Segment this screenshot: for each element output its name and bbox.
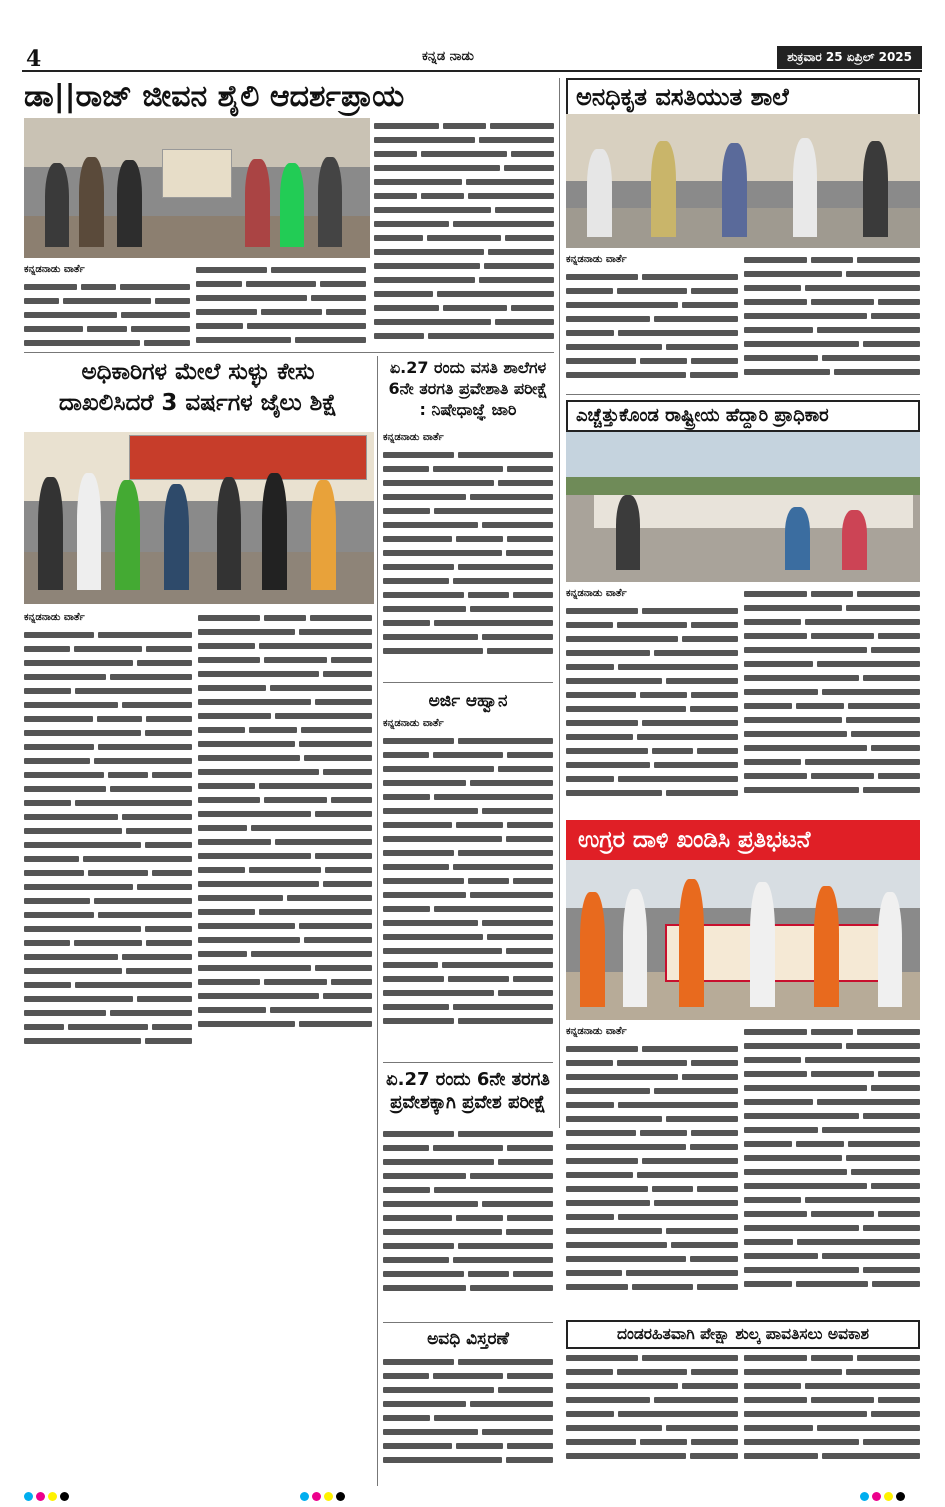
cyan-dot [860, 1492, 869, 1501]
false-case-col-1 [24, 610, 192, 1485]
exam-headline: ಏ.27 ರಂದು 6ನೇ ತರಗತಿ ಪ್ರವೇಶಕ್ಕಾಗಿ ಪ್ರವೇಶ ಪರೀಕ್ಷೆ [386, 1069, 550, 1114]
admission-headline: ಏ.27 ರಂದು ವಸತಿ ಶಾಲೆಗಳ 6ನೇ ತರಗತಿ ಪ್ರವೇಶಾತಿ ಪರೀಕ್ಷೆ : ನಿಷೇಧಾಜ್ಞೆ ಜಾರಿ [388, 358, 548, 419]
fee-headline: ದಂಡರಹಿತವಾಗಿ ಪೇಕ್ಷಾ ಶುಲ್ಕ ಪಾವತಿಸಲು ಅವಕಾಶ [566, 1320, 920, 1349]
fee-col-2 [744, 1350, 920, 1484]
rajkumar-photo [24, 118, 370, 258]
hostel-col-2 [744, 252, 920, 390]
cyan-dot [300, 1492, 309, 1501]
section-rule [24, 352, 554, 353]
masthead [22, 46, 922, 72]
highway-photo [566, 432, 920, 582]
exam-col [383, 1126, 553, 1316]
section-rule [566, 394, 920, 395]
application-byline: ಕನ್ನಡನಾಡು ವಾರ್ತೆ [383, 718, 444, 729]
rajkumar-headline: ಡಾ||ರಾಜ್ ಜೀವನ ಶೈಲಿ ಆದರ್ಶಪ್ರಾಯ [24, 79, 405, 114]
section-rule [383, 682, 553, 683]
false-case-headline [24, 360, 372, 417]
hostel-byline: ಕನ್ನಡನಾಡು ವಾರ್ತೆ [566, 254, 627, 265]
highway-headline: ಎಚ್ಚೆತ್ತುಕೊಂಡ ರಾಷ್ಟ್ರೀಯ ಹೆದ್ದಾರಿ ಪ್ರಾಧಿಕಾರ [566, 400, 920, 432]
black-dot [336, 1492, 345, 1501]
protest-col-2 [744, 1024, 920, 1314]
registration-marks-mid [300, 1492, 345, 1501]
application-col [383, 716, 553, 1056]
black-dot [60, 1492, 69, 1501]
protest-headline: ಉಗ್ರರ ದಾಳಿ ಖಂಡಿಸಿ ಪ್ರತಿಭಟನೆ [566, 820, 920, 861]
yellow-dot [48, 1492, 57, 1501]
extension-headline: ಅವಧಿ ವಿಸ್ತರಣೆ [427, 1329, 509, 1349]
highway-col-1 [566, 586, 738, 816]
fee-col-1 [566, 1350, 738, 1484]
section-rule [383, 1062, 553, 1063]
page-number: 4 [26, 46, 42, 72]
yellow-dot [884, 1492, 893, 1501]
yellow-dot [324, 1492, 333, 1501]
protest-photo [566, 860, 920, 1020]
hostel-headline: ಅನಧಿಕೃತ ವಸತಿಯುತ ಶಾಲೆ [566, 78, 920, 116]
registration-marks-right [860, 1492, 905, 1501]
protest-byline: ಕನ್ನಡನಾಡು ವಾರ್ತೆ [566, 1026, 627, 1037]
hostel-photo [566, 114, 920, 248]
magenta-dot [872, 1492, 881, 1501]
rajkumar-col-3 [374, 118, 554, 348]
issue-date: ಶುಕ್ರವಾರ 25 ಏಪ್ರಿಲ್ 2025 [777, 46, 922, 69]
extension-col [383, 1354, 553, 1484]
magenta-dot [312, 1492, 321, 1501]
admission-col [383, 430, 553, 675]
cyan-dot [24, 1492, 33, 1501]
false-case-photo [24, 432, 374, 604]
hostel-col-1 [566, 252, 738, 390]
protest-col-1 [566, 1024, 738, 1314]
column-rule [559, 78, 560, 1128]
registration-marks-left [24, 1492, 69, 1501]
black-dot [896, 1492, 905, 1501]
rajkumar-byline: ಕನ್ನಡನಾಡು ವಾರ್ತೆ [24, 264, 85, 275]
false-case-byline: ಕನ್ನಡನಾಡು ವಾರ್ತೆ [24, 612, 85, 623]
magenta-dot [36, 1492, 45, 1501]
false-case-headline-line2: ದಾಖಲಿಸಿದರೆ 3 ವರ್ಷಗಳ ಜೈಲು ಶಿಕ್ಷೆ [58, 390, 338, 417]
false-case-col-2 [198, 610, 372, 1485]
admission-byline: ಕನ್ನಡನಾಡು ವಾರ್ತೆ [383, 432, 444, 443]
false-case-headline-line1: ಅಧಿಕಾರಿಗಳ ಮೇಲೆ ಸುಳ್ಳು ಕೇಸು [81, 359, 315, 385]
highway-col-2 [744, 586, 920, 816]
column-rule [377, 356, 378, 1486]
application-headline: ಅರ್ಜಿ ಆಹ್ವಾನ [428, 691, 508, 711]
paper-name: ಕನ್ನಡ ನಾಡು [422, 49, 474, 64]
rajkumar-col-2 [196, 262, 366, 347]
section-rule [383, 1322, 553, 1323]
highway-byline: ಕನ್ನಡನಾಡು ವಾರ್ತೆ [566, 588, 627, 599]
rajkumar-col-1 [24, 262, 190, 347]
